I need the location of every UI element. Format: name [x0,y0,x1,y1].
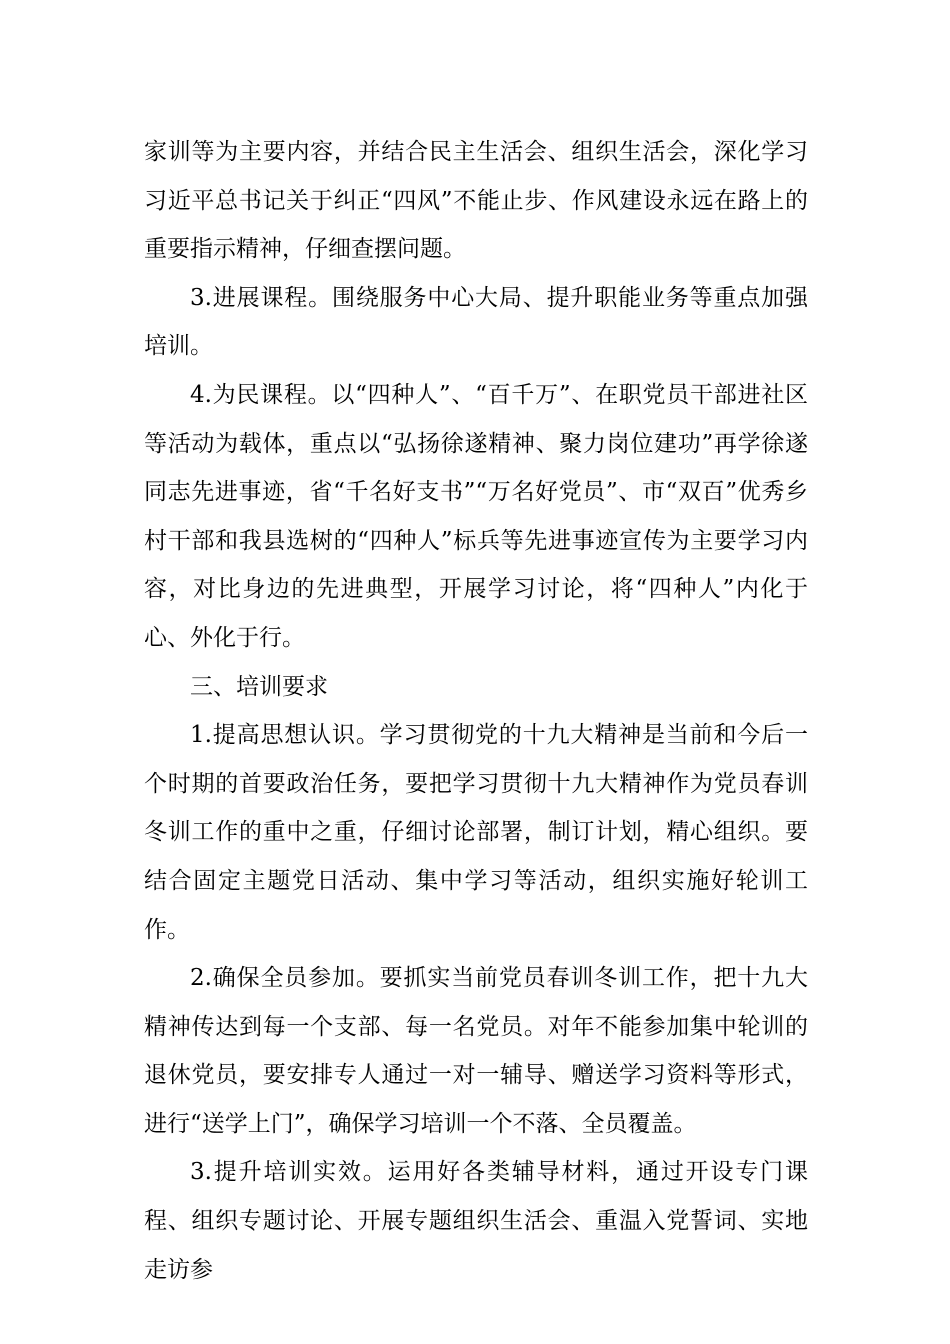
paragraph-course-3: 3.进展课程。围绕服务中心大局、提升职能业务等重点加强培训。 [144,284,808,360]
paragraph-requirement-3: 3.提升培训实效。运用好各类辅导材料，通过开设专门课程、组织专题讨论、开展专题组织生活会、重温入党誓词、实地走访参 [144,1159,808,1283]
paragraph-course-4: 4.为民课程。以“四种人”、“百千万”、在职党员干部进社区等活动为载体，重点以“弘扬徐遂精神、聚力岗位建功”再学徐遂同志先进事迹，省“千名好支书”“万名好党员”、市“双百”优秀乡村干部和我县选树的“四种人”标兵等先进事迹宣传为主要学习内容，对比身边的先进典型，开展学习讨论，将“四种人”内化于心、外化于行。 [144,381,808,651]
document-body [144,128,808,1294]
paragraph-requirement-1: 1.提高思想认识。学习贯彻党的十九大精神是当前和今后一个时期的首要政治任务，要把学习贯彻十九大精神作为党员春训冬训工作的重中之重，仔细讨论部署，制订计划，精心组织。要结合固定主题党日活动、集中学习等活动，组织实施好轮训工作。 [144,722,808,943]
paragraph-requirement-2: 2.确保全员参加。要抓实当前党员春训冬训工作，把十九大精神传达到每一个支部、每一名党员。对年不能参加集中轮训的退休党员，要安排专人通过一对一辅导、赠送学习资料等形式，进行“送学上门”，确保学习培训一个不落、全员覆盖。 [144,965,808,1137]
paragraph-continued: 家训等为主要内容，并结合民主生活会、组织生活会，深化学习习近平总书记关于纠正“四风”不能止步、作风建设永远在路上的重要指示精神，仔细查摆问题。 [144,139,808,263]
section-heading-training-requirements: 三、培训要求 [190,673,328,700]
